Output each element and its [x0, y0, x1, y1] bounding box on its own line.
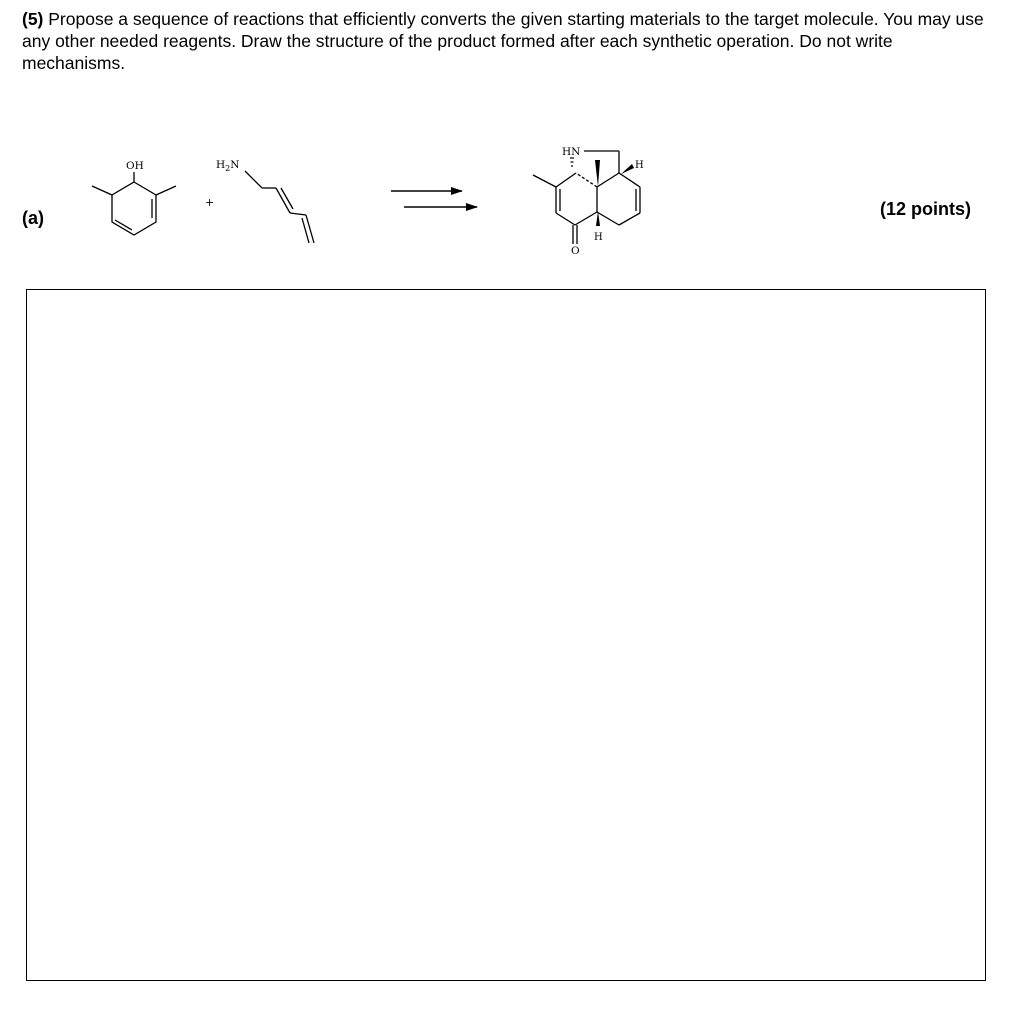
points-label: (12 points)	[880, 199, 972, 219]
plus-sign: +	[205, 196, 215, 209]
question-number: (5)	[22, 9, 44, 29]
answer-box[interactable]	[26, 289, 986, 981]
hydrogen-bottom-label: H	[594, 232, 603, 243]
reaction-arrows	[391, 191, 477, 207]
question-body: Propose a sequence of reactions that efficiently converts the given starting materials to the target molecule. You may use any other needed reagents. Draw the structure of the product formed after each synthetic operation. Do not write mechanisms.	[22, 9, 984, 73]
amine-nh-label: HN	[562, 146, 581, 158]
part-label: (a)	[22, 208, 44, 228]
wedge-bond-top	[595, 160, 600, 187]
hydroxyl-label: OH	[126, 160, 144, 172]
hydrogen-right-label: H	[635, 160, 644, 171]
hashed-bond-n	[570, 158, 574, 166]
wedge-bond-h-right	[621, 164, 634, 174]
dimethylphenol-structure	[92, 172, 176, 235]
reaction-scheme	[0, 0, 1012, 290]
amine-label: $H_2N$	[216, 159, 240, 173]
dienylamine-structure	[245, 171, 314, 243]
carbonyl-oxygen-label: O	[571, 245, 580, 257]
target-molecule-structure	[533, 151, 640, 244]
